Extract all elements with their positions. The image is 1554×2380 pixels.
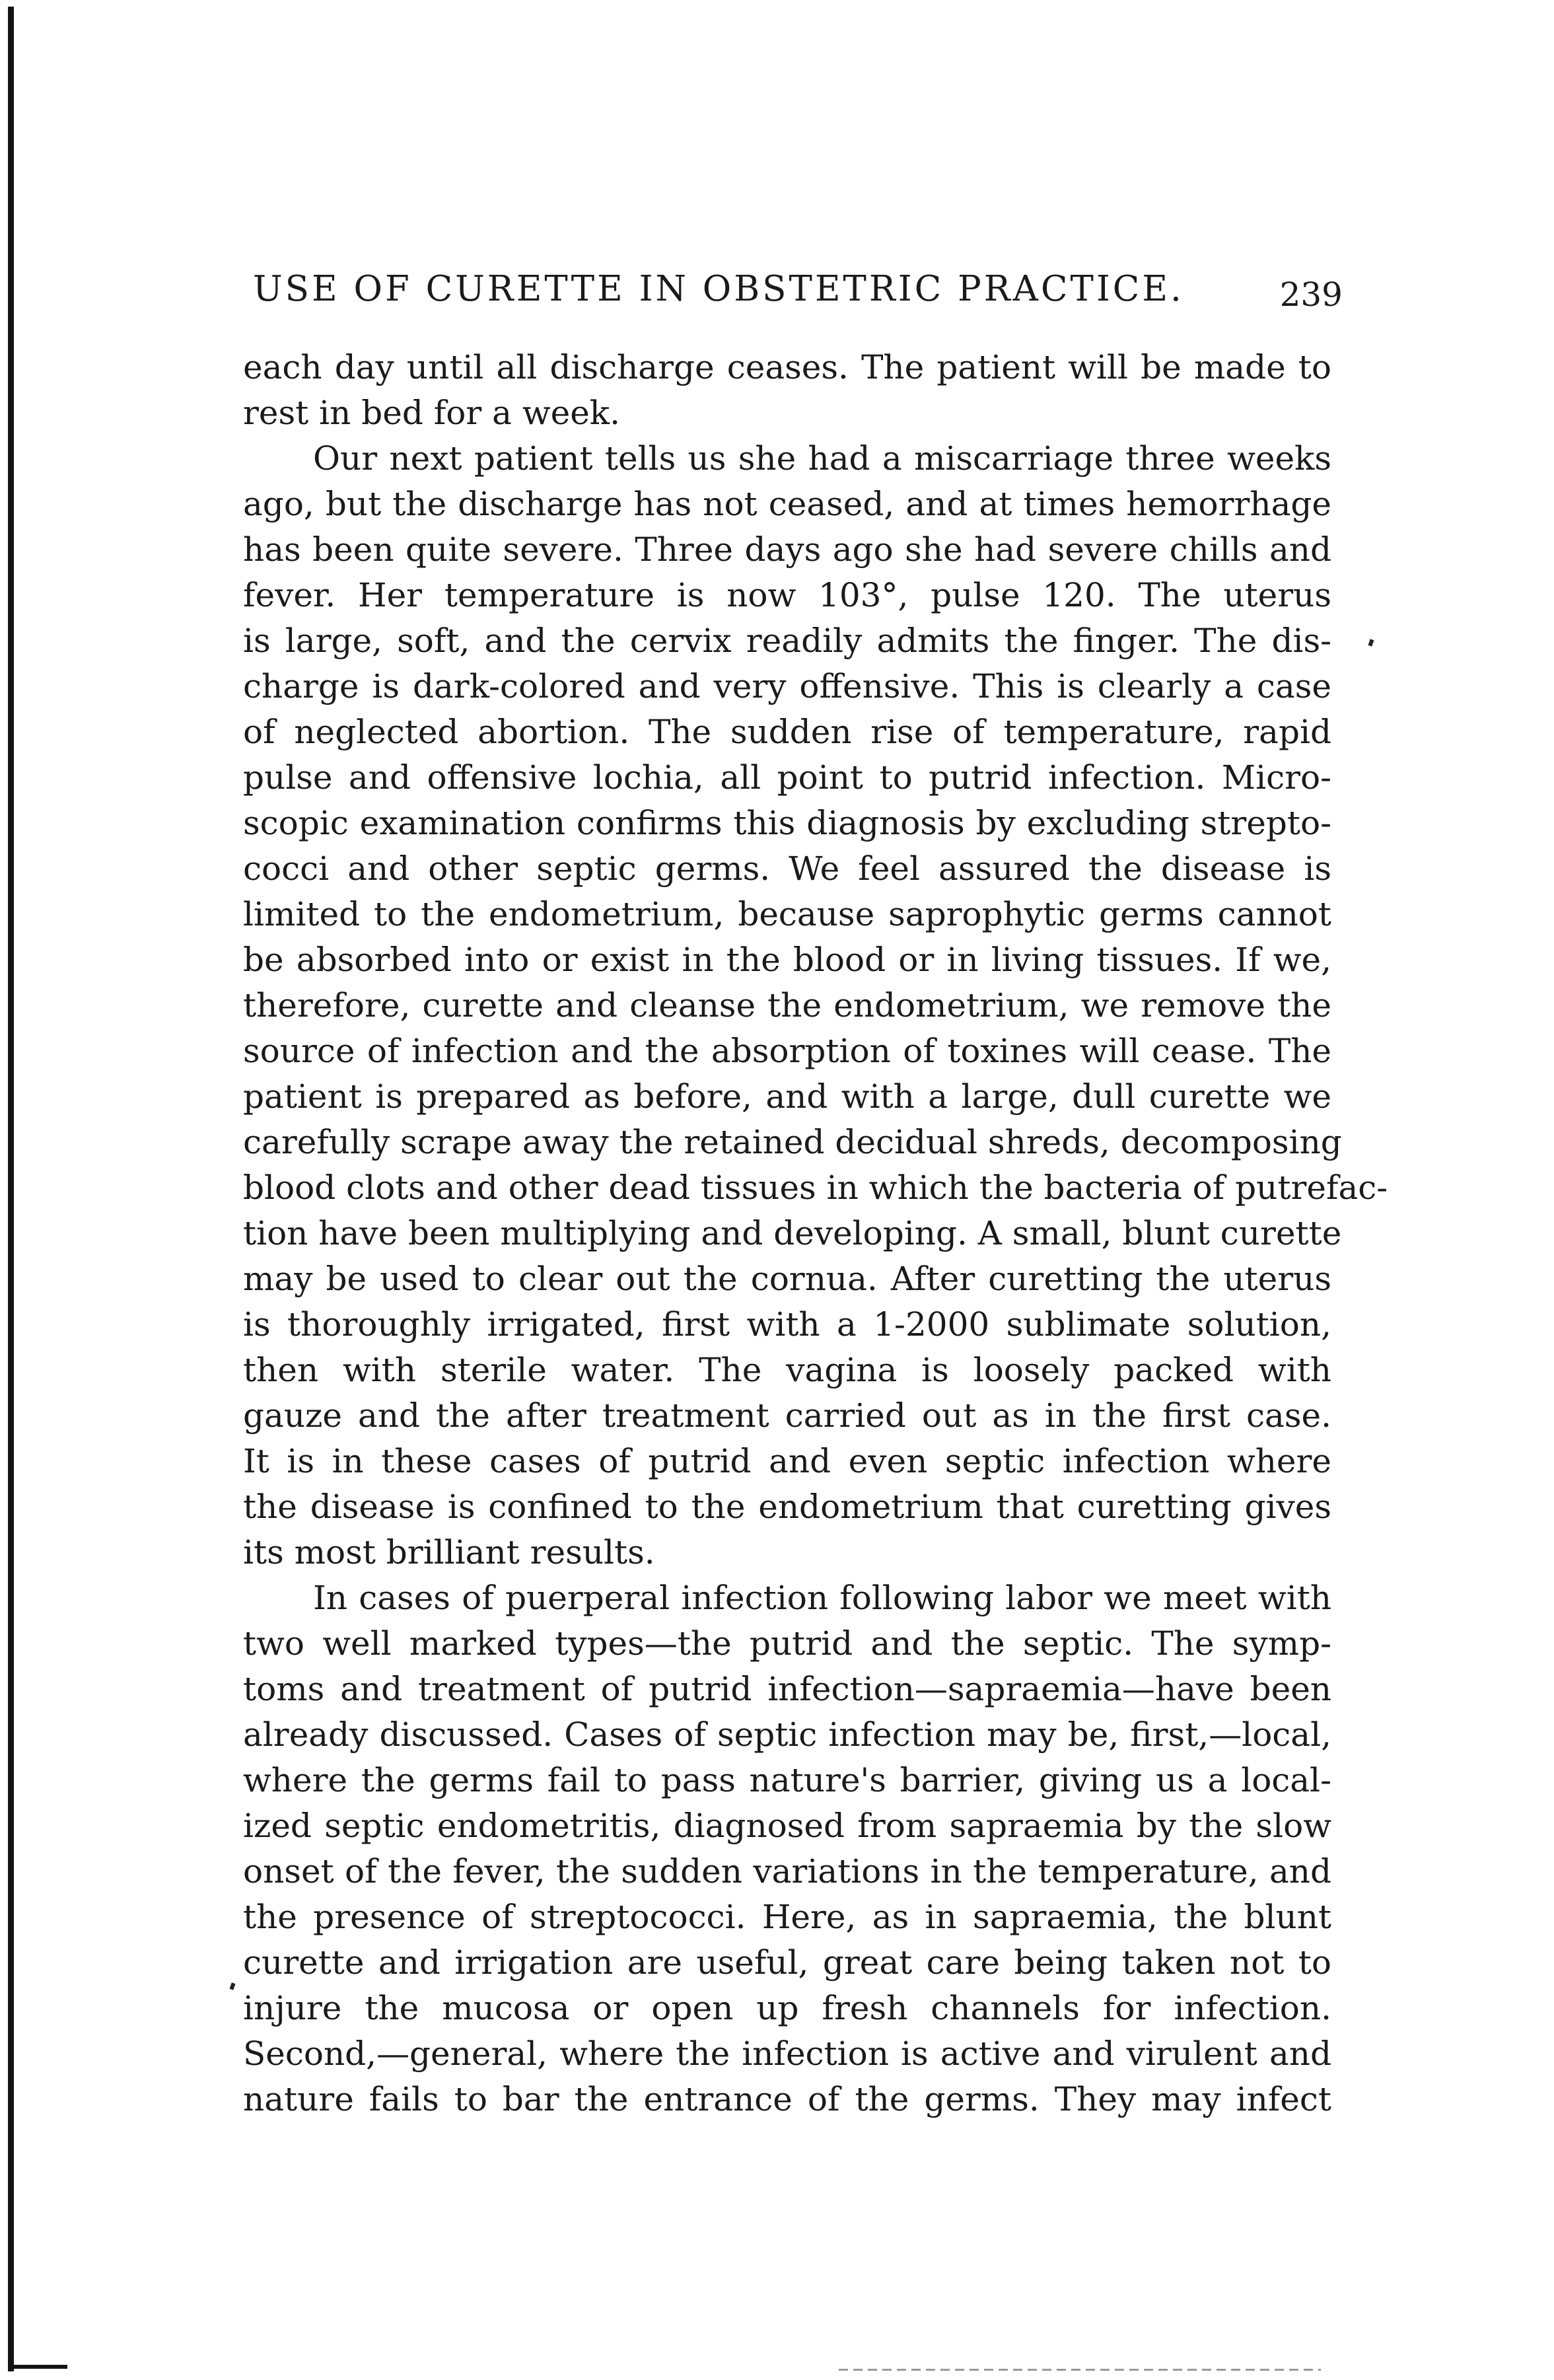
text-line: the disease is confined to the endometrium that curetting gives [243, 1488, 1331, 1526]
text-line: be absorbed into or exist in the blood or in living tissues. If we, [243, 941, 1331, 979]
text-line: curette and irrigation are useful, great care being taken not to [243, 1943, 1331, 1982]
text-line: each day until all discharge ceases. The patient will be made to [243, 348, 1331, 386]
text-line: then with sterile water. The vagina is loosely packed with [243, 1351, 1331, 1389]
text-line: therefore, curette and cleanse the endometrium, we remove the [243, 986, 1331, 1025]
text-line: source of infection and the absorption of toxines will cease. The [243, 1032, 1331, 1070]
text-line: is thoroughly irrigated, first with a 1-2000 sublimate solution, [243, 1305, 1331, 1344]
page-number: 239 [1279, 275, 1343, 314]
scan-bottom-dots [839, 2369, 1321, 2371]
text-line: is large, soft, and the cervix readily admits the finger. The dis- [243, 622, 1331, 660]
text-line: fever. Her temperature is now 103°, pulse 120. The uterus [243, 576, 1331, 614]
text-line: its most brilliant results. [243, 1533, 655, 1571]
text-line: blood clots and other dead tissues in which the bacteria of putrefac- [243, 1169, 1388, 1207]
text-line: has been quite severe. Three days ago she had severe chills and [243, 530, 1331, 569]
text-line: limited to the endometrium, because saprophytic germs cannot [243, 895, 1331, 933]
text-line: Second,—general, where the infection is active and virulent and [243, 2035, 1331, 2073]
text-line: charge is dark-colored and very offensive. This is clearly a case [243, 667, 1331, 705]
text-line: rest in bed for a week. [243, 394, 620, 432]
text-line: gauze and the after treatment carried out as in the first case. [243, 1396, 1331, 1435]
text-line: cocci and other septic germs. We feel assured the disease is [243, 849, 1331, 888]
scan-binding-edge [8, 7, 14, 2371]
text-line: scopic examination confirms this diagnosis by excluding strepto- [243, 804, 1331, 842]
text-line: pulse and offensive lochia, all point to putrid infection. Micro- [243, 758, 1331, 797]
text-line: Our next patient tells us she had a miscarriage three weeks [313, 439, 1331, 478]
text-line: injure the mucosa or open up fresh channels for infection. [243, 1989, 1331, 2027]
scan-speck [1368, 639, 1374, 646]
text-line: patient is prepared as before, and with a large, dull curette we [243, 1077, 1331, 1116]
text-line: tion have been multiplying and developing. A small, blunt curette [243, 1214, 1342, 1252]
text-line: ized septic endometritis, diagnosed from sapraemia by the slow [243, 1807, 1331, 1845]
scan-speck [229, 1982, 235, 1990]
text-line: two well marked types—the putrid and the septic. The symp- [243, 1624, 1331, 1663]
text-line: may be used to clear out the cornua. After curetting the uterus [243, 1260, 1331, 1298]
text-line: In cases of puerperal infection following labor we meet with [313, 1579, 1331, 1617]
body-text [243, 345, 1388, 2122]
text-line: the presence of streptococci. Here, as in sapraemia, the blunt [243, 1898, 1331, 1936]
text-line: toms and treatment of putrid infection—sapraemia—have been [243, 1670, 1331, 1708]
text-line: carefully scrape away the retained decidual shreds, decomposing [243, 1123, 1342, 1161]
text-line: ago, but the discharge has not ceased, and at times hemorrhage [243, 485, 1331, 523]
header-title: USE OF CURETTE IN OBSTETRIC PRACTICE. [253, 269, 1184, 309]
text-line: of neglected abortion. The sudden rise of temperature, rapid [243, 713, 1331, 751]
text-line: onset of the fever, the sudden variations in the temperature, and [243, 1852, 1331, 1891]
running-head [253, 263, 1343, 316]
text-line: where the germs fail to pass nature's barrier, giving us a local- [243, 1761, 1331, 1799]
text-line: nature fails to bar the entrance of the germs. They may infect [243, 2080, 1331, 2118]
text-line: already discussed. Cases of septic infection may be, first,—local, [243, 1715, 1331, 1754]
text-line: It is in these cases of putrid and even septic infection where [243, 1442, 1331, 1480]
scan-bottom-edge [8, 2365, 67, 2369]
